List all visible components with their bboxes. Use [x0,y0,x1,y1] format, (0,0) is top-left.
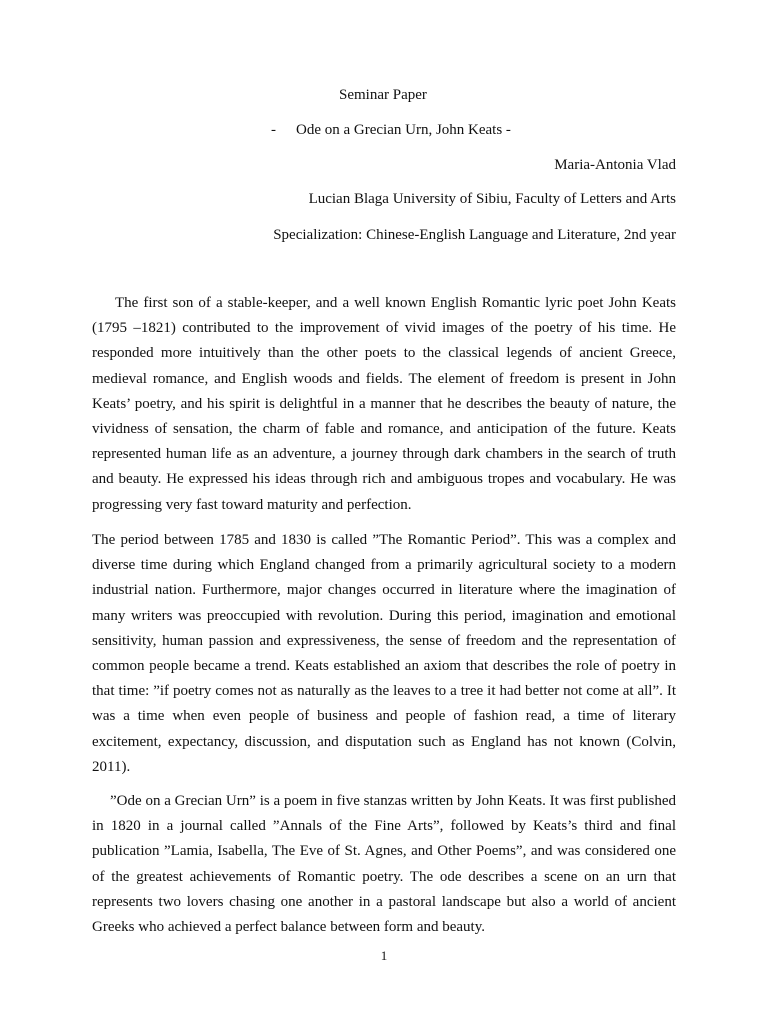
body-paragraph-2: The period between 1785 and 1830 is called ”The Romantic Period”. This was a complex and diverse time during which England changed from a primarily agricultural society to a modern industrial nation. Furthermore, major changes occurred in literature where the imagination of many writers was preoccupied with revolution. During this period, imagination and emotional sensitivity, human passion and expressiveness, the sense of freedom and the representation of common people became a trend. Keats established an axiom that describes the role of poetry in that time: ”if poetry comes not as naturally as the leaves to a tree it had better not come at all”. It was a time when even people of business and people of fashion read, a time of literary excitement, expectancy, discussion, and disputation such as England has not known (Colvin, 2011). [92,532,676,775]
university-line: Lucian Blaga University of Sibiu, Faculty of Letters and Arts [308,191,676,207]
author-name: Maria-Antonia Vlad [554,157,676,173]
page-number: 1 [380,948,388,963]
body-paragraph-3: ”Ode on a Grecian Urn” is a poem in five stanzas written by John Keats. It was first published in 1820 in a journal called ”Annals of the Fine Arts”, followed by Keats’s third and final publication ”Lamia, Isabella, The Eve of St. Agnes, and Other Poems”, and was considered one of the greatest achievements of Romantic poetry. The ode describes a scene on an urn that represents two lovers chasing one another in a pastoral landscape but also a world of ancient Greeks who achieved a perfect balance between form and beauty. [92,793,676,936]
paper-title: Seminar Paper [339,87,427,103]
specialization-line: Specialization: Chinese-English Language and Literature, 2nd year [273,227,676,243]
paper-subtitle [271,121,511,139]
subtitle-text: Ode on a Grecian Urn, John Keats - [296,122,511,138]
body-paragraph-1: The first son of a stable-keeper, and a well known English Romantic lyric poet John Keats (1795 –1821) contributed to the improvement of vivid images of the poetry of his time. He responded more intuitively than the other poets to the classical legends of ancient Greece, medieval romance, and English woods and fields. The element of freedom is present in John Keats’ poetry, and his spirit is delightful in a manner that he describes the beauty of nature, the vividness of sensation, the charm of fable and romance, and anticipation of the future. Keats represented human life as an adventure, a journey through dark chambers in the search of truth and beauty. He expressed his ideas through rich and ambiguous tropes and vocabulary. He was progressing very fast toward maturity and perfection. [92,295,676,513]
subtitle-dash: - [271,122,276,138]
